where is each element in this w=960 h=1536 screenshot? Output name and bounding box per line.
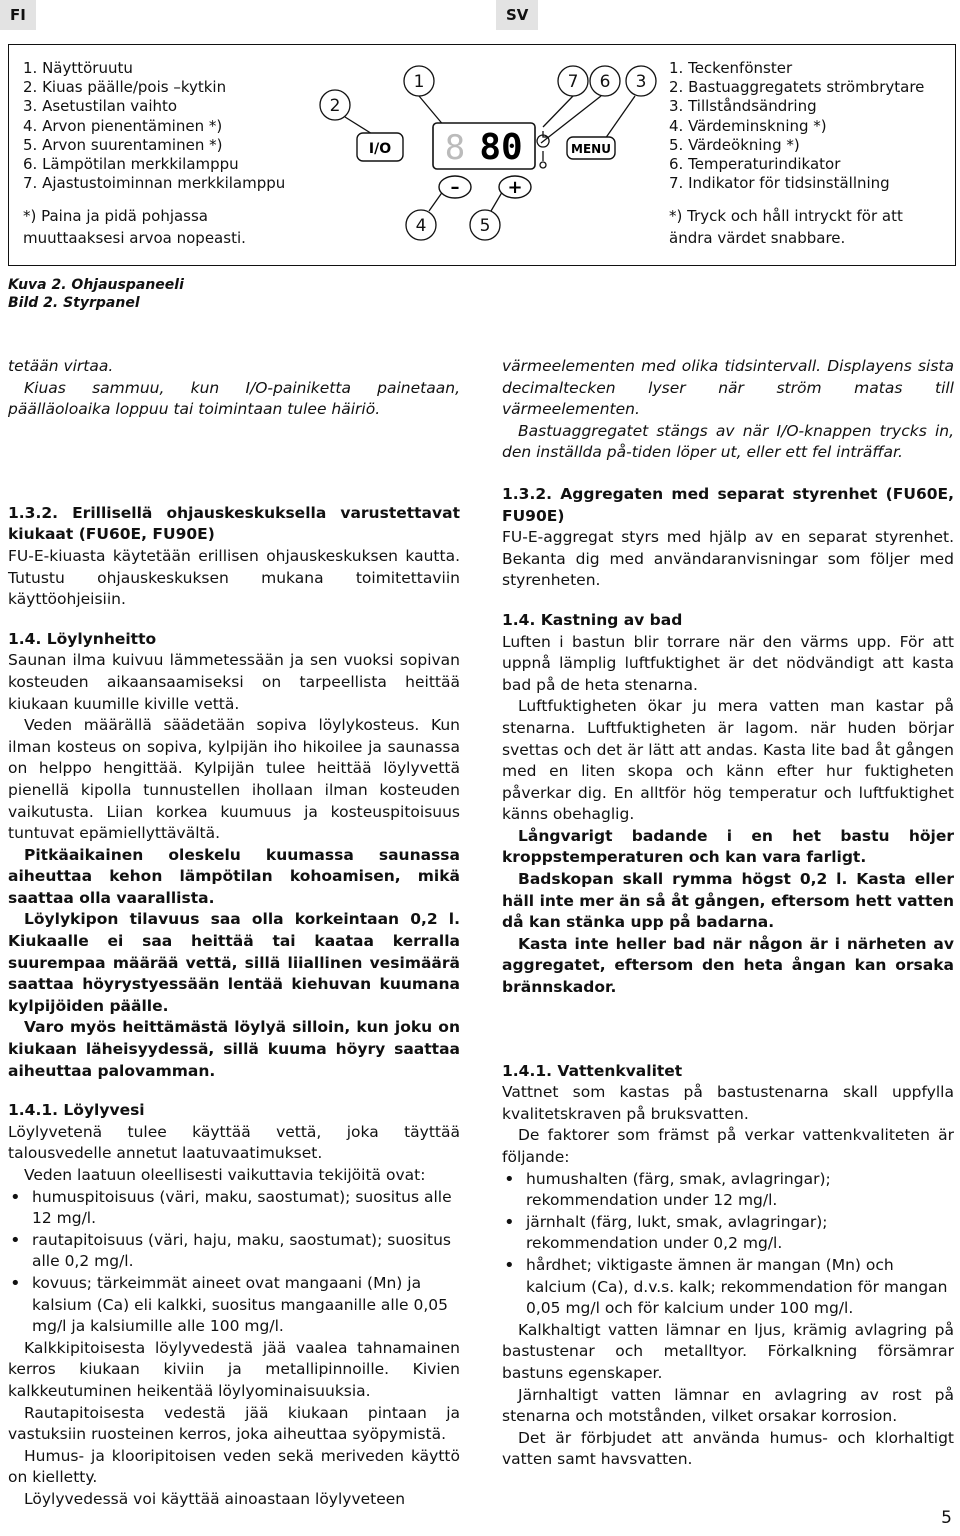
paragraph: Löylyvedessä voi käyttää ainoastaan löylyveteen	[24, 1489, 406, 1508]
legend-item: 2. Bastuaggregatets strömbrytare	[669, 78, 925, 97]
section-heading: 1.4. Löylynheitto	[8, 629, 157, 648]
legend-item: 6. Temperaturindikator	[669, 155, 841, 174]
paragraph: Det är förbjudet att använda humus- och klorhaltigt vatten samt havsvatten.	[502, 1428, 954, 1469]
callout-1-label: 1	[413, 72, 425, 92]
legend-item: 2. Kiuas päälle/pois –kytkin	[23, 78, 227, 97]
paragraph: Veden laatuun oleellisesti vaikuttavia tekijöitä ovat:	[24, 1166, 426, 1184]
timer-indicator-icon	[537, 131, 549, 147]
section-heading: 1.4.1. Löylyvesi	[8, 1101, 145, 1120]
thermometer-icon	[540, 151, 546, 168]
legend-item: 7. Indikator för tidsinställning	[669, 174, 890, 193]
section-heading: 1.3.2. Erillisellä ohjauskeskuksella varustettavat kiukaat (FU60E, FU90E)	[8, 503, 460, 544]
language-tab-fi: FI	[0, 0, 36, 30]
list-item: • hårdhet; viktigaste ämnen är mangan (Mn) och kalcium (Ca), d.v.s. kalk; rekommendation för mangan 0,05 mg/l och för kalcium under 100 mg/l.	[526, 1255, 954, 1320]
language-tab-sv: SV	[496, 0, 538, 30]
figure-caption-fi: Kuva 2. Ohjauspaneeli	[8, 277, 184, 293]
paragraph: Järnhaltigt vatten lämnar en avlagring av rost på stenarna och motstånden, vilket orsakar korrosion.	[502, 1385, 954, 1426]
page-number: 5	[941, 1508, 952, 1528]
paragraph: Vattnet som kastas på bastustenarna skall uppfylla kvalitetskraven på bruksvatten.	[502, 1083, 954, 1123]
legend-item: 3. Tillståndsändring	[669, 97, 817, 116]
legend-item: 3. Asetustilan vaihto	[23, 97, 178, 116]
legend-item: 7. Ajastustoiminnan merkkilamppu	[23, 174, 286, 193]
paragraph: värmeelementen med olika tidsintervall. Displayens sista decimaltecken lyser när ström matas till värmeelementen.	[502, 357, 954, 419]
list-item: • järnhalt (färg, lukt, smak, avlagringar); rekommendation under 0,2 mg/l.	[526, 1212, 954, 1255]
paragraph: FU-E-aggregat styrs med hjälp av en separat styrenhet. Bekanta dig med användaranvisningar som följer med styrenheten.	[502, 528, 954, 590]
callout-5-label: 5	[479, 216, 491, 236]
callout-2-label: 2	[329, 96, 341, 116]
paragraph: Kalkkipitoisesta löylyvedestä jää vaalea tahnamainen kerros kiukaan kiviin ja metallipinnoille. Kivien kalkkeutuminen heikentää löylyominaisuuksia.	[8, 1338, 460, 1400]
callout-3-label: 3	[635, 72, 647, 92]
figure-note-sv: *) Tryck och håll intryckt för att ändra värdet snabbare.	[669, 207, 903, 247]
callout-4-label: 4	[415, 216, 427, 236]
paragraph: Luftfuktigheten ökar ju mera vatten man kastar på stenarna. Luftfuktigheten är lagom. när huden börjar svettas och det är lätt att andas. Kasta lite bad åt gången med en liten skopa och känn efter hur fuktigheten påverkar dig. En alltför hög temperatur och luftfuktighet känns obehaglig.	[502, 697, 954, 824]
paragraph: Humus- ja klooripitoisen veden sekä meriveden käyttö on kielletty.	[8, 1446, 460, 1487]
figure-note-fi: *) Paina ja pidä pohjassa muuttaaksesi arvoa nopeasti.	[23, 207, 246, 247]
paragraph: Bastuaggregatet stängs av när I/O-knappen trycks in, den inställda på-tiden löper ut, eller ett fel inträffar.	[502, 421, 954, 462]
list-item: • humuspitoisuus (väri, maku, saostumat); suositus alle 12 mg/l.	[32, 1187, 460, 1230]
paragraph: Långvarigt badande i en het bastu höjer kroppstemperaturen och kan vara farligt.	[502, 826, 954, 867]
control-panel-diagram	[305, 51, 665, 251]
paragraph: Kiuas sammuu, kun I/O-painiketta painetaan, päälläoloaika loppuu tai toimintaan tulee häiriö.	[8, 378, 460, 419]
callout-6-label: 6	[599, 72, 611, 92]
legend-item: 4. Arvon pienentäminen *)	[23, 116, 223, 135]
legend-item: 5. Arvon suurentaminen *)	[23, 135, 223, 154]
paragraph: Varo myös heittämästä löylyä silloin, kun joku on kiukaan läheisyydessä, sillä kuuma höyry saattaa aiheuttaa palovamman.	[8, 1018, 460, 1080]
paragraph: Rautapitoisesta vedestä jää kiukaan pintaan ja vastuksiin ruosteinen kerros, joka aiheuttaa syöpymistä.	[8, 1403, 460, 1444]
paragraph: Löylykipon tilavuus saa olla korkeintaan 0,2 l. Kiukaalle ei saa heittää tai kaataa kerralla suurempaa määrää vettä, sillä liiallinen vesimäärä saattaa höyrystyessään lentää kiehuvan kuumana kylpijöiden päälle.	[8, 910, 460, 1015]
menu-button-label: MENU	[571, 142, 611, 156]
section-heading: 1.3.2. Aggregaten med separat styrenhet (FU60E, FU90E)	[502, 484, 954, 525]
control-panel-figure	[8, 44, 956, 266]
section-heading: 1.4. Kastning av bad	[502, 610, 683, 629]
paragraph: tetään virtaa.	[8, 357, 114, 375]
minus-button-label: –	[450, 177, 460, 198]
text-column-fi	[8, 356, 460, 1511]
paragraph: Veden määrällä säädetään sopiva löylykosteus. Kun ilman kosteus on sopiva, kylpijän iho hikoilee ja saunassa on helppo hengittää. Kylpijän tulee heittää löylyvettä pienellä kipolla tunnustellen ihollaan ilman kosteuden vaikutusta. Liian korkea kuumuus ja kosteuspitoisuus tuntuvat epämiellyttävältä.	[8, 716, 460, 843]
legend-item: 4. Värdeminskning *)	[669, 116, 827, 135]
paragraph: Pitkäaikainen oleskelu kuumassa saunassa aiheuttaa kehon lämpötilan kohoamisen, mikä saattaa olla vaarallista.	[8, 845, 460, 907]
legend-item: 5. Värdeökning *)	[669, 135, 800, 154]
bullet-list	[502, 1169, 954, 1320]
paragraph: Saunan ilma kuivuu lämmetessään ja sen vuoksi sopivan kosteuden aikaansaamiseksi on tarpeellista heittää kiukaan kuumille kiville vettä.	[8, 651, 460, 713]
figure-caption-sv: Bild 2. Styrpanel	[8, 295, 140, 311]
figure-legend-sv	[669, 59, 924, 193]
list-item: • humushalten (färg, smak, avlagringar); rekommendation under 12 mg/l.	[526, 1169, 954, 1212]
paragraph: Kalkhaltigt vatten lämnar en ljus, krämig avlagring på bastustenar och metalltyor. Förkalkning försämrar bastuns egenskaper.	[502, 1320, 954, 1382]
figure-legend-fi	[23, 59, 285, 193]
display-value: 80	[479, 127, 523, 168]
plus-button-label: +	[507, 177, 523, 198]
paragraph: Luften i bastun blir torrare när den värms upp. För att uppnå lämplig luftfuktighet är det nödvändigt att kasta bad på de heta stenarna.	[502, 632, 954, 694]
bullet-list	[8, 1187, 460, 1338]
io-button-label: I/O	[368, 141, 392, 157]
legend-item: 6. Lämpötilan merkkilamppu	[23, 155, 239, 174]
paragraph: Badskopan skall rymma högst 0,2 l. Kasta eller häll inte mer än så åt gången, eftersom hett vatten då kan stänka upp på badarna.	[502, 870, 954, 932]
svg-text:8: 8	[444, 128, 466, 168]
list-item: • kovuus; tärkeimmät aineet ovat mangaani (Mn) ja kalsium (Ca) eli kalkki, suositus mangaanille alle 0,05 mg/l ja kalsiumille alle 100 mg/l.	[32, 1273, 460, 1338]
legend-item: 1. Teckenfönster	[669, 59, 793, 77]
paragraph: FU-E-kiuasta käytetään erillisen ohjauskeskuksen kautta. Tutustu ohjauskeskuksen mukana toimitettaviin käyttöohjeisiin.	[8, 546, 460, 609]
legend-item: 1. Näyttöruutu	[23, 59, 133, 77]
list-item: • rautapitoisuus (väri, haju, maku, saostumat); suositus alle 0,2 mg/l.	[32, 1230, 460, 1273]
paragraph: De faktorer som främst på verkar vattenkvaliteten är följande:	[502, 1126, 954, 1166]
paragraph: Kasta inte heller bad när någon är i närheten av aggregatet, eftersom den heta ångan kan orsaka brännskador.	[502, 934, 954, 997]
callout-7-label: 7	[567, 72, 579, 92]
paragraph: Löylyvetenä tulee käyttää vettä, joka täyttää talousvedelle annetut laatuvaatimukset.	[8, 1122, 460, 1163]
text-column-sv	[502, 356, 954, 1471]
section-heading: 1.4.1. Vattenkvalitet	[502, 1061, 683, 1080]
